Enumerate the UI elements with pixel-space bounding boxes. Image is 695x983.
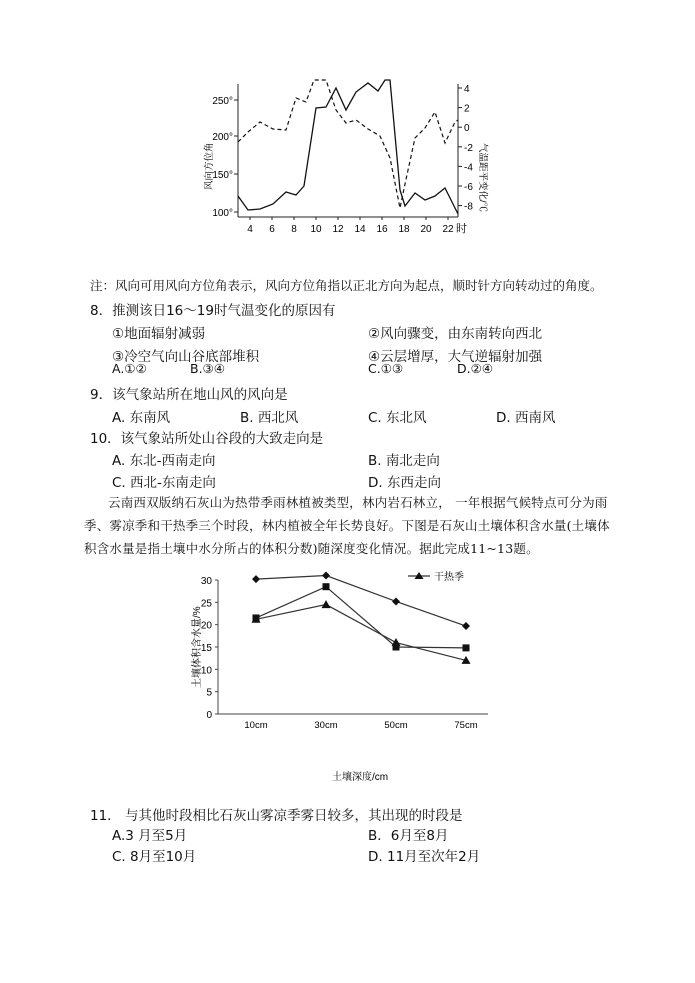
question-8-option-d: D.②④	[457, 361, 494, 376]
square-point	[463, 644, 470, 651]
right-tick-label: -8	[464, 201, 473, 213]
chart1-axes	[238, 84, 458, 217]
x-tick-label: 8	[291, 224, 297, 235]
x-tick-label: 14	[354, 224, 366, 235]
question-9-option-c: C. 东北风	[368, 410, 427, 426]
chart1-right-axis-label: 气温距平变化/℃	[477, 143, 488, 213]
x-tick-label: 20	[420, 224, 432, 235]
question-8-statement-1: ①地面辐射减弱	[112, 326, 206, 342]
y-tick-label: 15	[200, 643, 212, 654]
right-tick-label: -4	[464, 162, 473, 174]
triangle-point	[322, 600, 331, 608]
x-tick-label: 22	[442, 224, 454, 235]
question-11-option-c: C. 8月至10月	[112, 849, 197, 865]
left-tick-label: 150°	[212, 170, 233, 181]
series-line	[256, 576, 466, 626]
question-8-statement-4: ④云层增厚，大气逆辐射加强	[368, 349, 543, 365]
x-tick-label: 6	[269, 224, 275, 235]
chart2-y-axis-label: 土壤体积含水量/%	[192, 606, 203, 688]
legend-series-label: 干热季	[434, 572, 464, 583]
chart1-x-unit: 时	[456, 223, 467, 235]
question-11-option-d: D. 11月至次年2月	[368, 849, 481, 865]
question-8-option-b: B.③④	[190, 361, 225, 376]
right-tick-label: -6	[464, 182, 473, 193]
question-10-option-c: C. 西北-东南走向	[112, 475, 216, 491]
soil-moisture-chart	[186, 566, 506, 786]
diamond-point	[322, 572, 330, 580]
x-category-label: 10cm	[244, 720, 268, 731]
chart-note: 注：风向可用风向方位角表示，风向方位角指以正北方向为起点，顺时针方向转动过的角度。	[90, 278, 603, 293]
question-10-option-a: A. 东北-西南走向	[112, 453, 216, 469]
series-line	[256, 587, 466, 648]
right-tick-label: 2	[464, 103, 470, 115]
x-category-label: 50cm	[384, 720, 408, 731]
question-9-option-a: A. 东南风	[112, 410, 171, 426]
diamond-point	[392, 597, 400, 605]
chart1-right-ticks	[458, 84, 473, 213]
chart1-left-ticks	[212, 96, 238, 219]
chart2-x-axis-label: 土壤深度/cm	[332, 772, 389, 783]
right-tick-label: 4	[464, 84, 470, 95]
y-tick-label: 30	[200, 576, 212, 587]
question-11-option-a: A.3 月至5月	[112, 828, 188, 844]
x-tick-label: 18	[398, 224, 410, 235]
question-8-option-a: A.①②	[112, 361, 147, 376]
question-8-option-c: C.①③	[368, 361, 404, 376]
y-tick-label: 5	[206, 687, 212, 699]
diamond-point	[252, 575, 260, 583]
chart2-axes	[218, 580, 488, 714]
question-8-stem: 8．推测该日16～19时气温变化的原因有	[90, 303, 336, 319]
question-10-option-b: B. 南北走向	[368, 453, 440, 469]
x-category-label: 75cm	[454, 720, 478, 731]
chart2-x-ticks	[244, 720, 477, 731]
chart1-left-axis-label: 风向方位角	[204, 142, 215, 190]
question-9-option-b: B. 西北风	[240, 410, 299, 426]
y-tick-label: 25	[200, 598, 212, 610]
x-tick-label: 16	[376, 224, 388, 235]
temperature-anomaly-line	[238, 80, 458, 208]
chart2-series	[252, 572, 471, 664]
question-9-stem: 9．该气象站所在地山风的风向是	[90, 387, 288, 403]
question-11-option-b: B．6月至8月	[368, 828, 449, 844]
triangle-point	[392, 638, 401, 646]
question-8-statement-2: ②风向骤变，由东南转向西北	[368, 326, 543, 342]
y-tick-label: 20	[200, 620, 212, 632]
wind-direction-line	[238, 80, 458, 214]
question-8-statement-3: ③冷空气向山谷底部堆积	[112, 349, 260, 365]
left-tick-label: 250°	[212, 96, 233, 107]
question-9-option-d: D. 西南风	[496, 410, 556, 426]
wind-temperature-chart	[200, 78, 490, 243]
x-category-label: 30cm	[314, 720, 338, 731]
x-tick-label: 10	[310, 224, 322, 235]
diamond-point	[462, 622, 470, 630]
series-line	[256, 605, 466, 661]
chart2-y-ticks	[201, 576, 218, 721]
question-11-stem: 11． 与其他时段相比石灰山雾凉季雾日较多，其出现的时段是	[90, 808, 463, 824]
left-tick-label: 100°	[212, 208, 233, 219]
x-tick-label: 12	[332, 224, 344, 235]
question-10-option-d: D. 东西走向	[368, 475, 441, 491]
right-tick-label: 0	[464, 123, 470, 135]
left-tick-label: 200°	[212, 132, 233, 143]
square-point	[323, 583, 330, 590]
chart1-x-ticks	[247, 217, 454, 235]
question-10-stem: 10．该气象站所处山谷段的大致走向是	[90, 431, 324, 447]
chart2-legend	[408, 570, 464, 583]
y-tick-label: 10	[200, 665, 212, 677]
y-tick-label: 0	[206, 710, 212, 721]
right-tick-label: -2	[464, 142, 473, 154]
reading-passage: 云南西双版纳石灰山为热带季雨林植被类型，林内岩石林立， 一年根据气候特点可分为雨季、雾凉季和干热季三个时段，林内植被全年长势良好。下图是石灰山土壤体积含水量(土壤体积含水量是指土壤中水分所占的体积分数)随深度变化情况。据此完成11~13题。	[84, 495, 610, 556]
x-tick-label: 4	[247, 224, 253, 235]
